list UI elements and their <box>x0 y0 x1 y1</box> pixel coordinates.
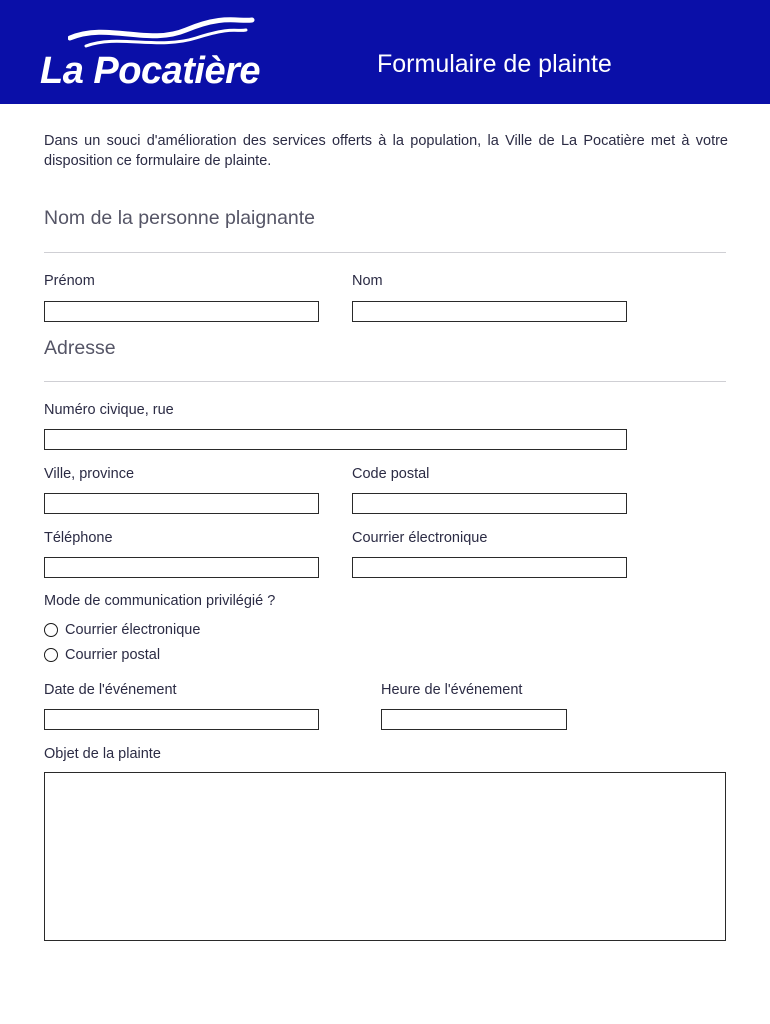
complaint-subject-textarea[interactable] <box>44 772 726 941</box>
city-label: Ville, province <box>44 466 135 482</box>
complaint-subject-label: Objet de la plainte <box>44 746 161 762</box>
section-title-person: Nom de la personne plaignante <box>44 207 316 229</box>
intro-text: Dans un souci d'amélioration des services offerts à la population, la Ville de La Pocatière met à votre disposition ce formulaire de plainte. <box>44 133 728 169</box>
first-name-label: Prénom <box>44 273 95 289</box>
city-input[interactable] <box>44 493 319 514</box>
radio-button[interactable] <box>44 648 58 662</box>
logo-text: La Pocatière <box>40 50 260 92</box>
section-divider <box>44 381 726 382</box>
email-label: Courrier électronique <box>352 530 488 546</box>
section-title-address: Adresse <box>44 337 116 359</box>
phone-input[interactable] <box>44 557 319 578</box>
communication-label: Mode de communication privilégié ? <box>44 593 276 609</box>
event-date-input[interactable] <box>44 709 319 730</box>
event-time-label: Heure de l'événement <box>381 682 523 698</box>
email-input[interactable] <box>352 557 627 578</box>
postal-code-label: Code postal <box>352 466 430 482</box>
event-time-input[interactable] <box>381 709 567 730</box>
street-input[interactable] <box>44 429 627 450</box>
form-title: Formulaire de plainte <box>377 50 612 78</box>
page-header <box>0 0 770 104</box>
last-name-input[interactable] <box>352 301 627 322</box>
waves-logo-icon <box>68 16 258 50</box>
radio-option-email[interactable] <box>44 620 200 640</box>
radio-label: Courrier électronique <box>65 622 201 638</box>
radio-option-postal[interactable] <box>44 645 160 665</box>
event-date-label: Date de l'événement <box>44 682 177 698</box>
radio-button[interactable] <box>44 623 58 637</box>
la-pocatiere-logo <box>40 16 270 96</box>
first-name-input[interactable] <box>44 301 319 322</box>
radio-label: Courrier postal <box>65 647 161 663</box>
section-divider <box>44 252 726 253</box>
last-name-label: Nom <box>352 273 383 289</box>
postal-code-input[interactable] <box>352 493 627 514</box>
street-label: Numéro civique, rue <box>44 402 174 418</box>
phone-label: Téléphone <box>44 530 113 546</box>
